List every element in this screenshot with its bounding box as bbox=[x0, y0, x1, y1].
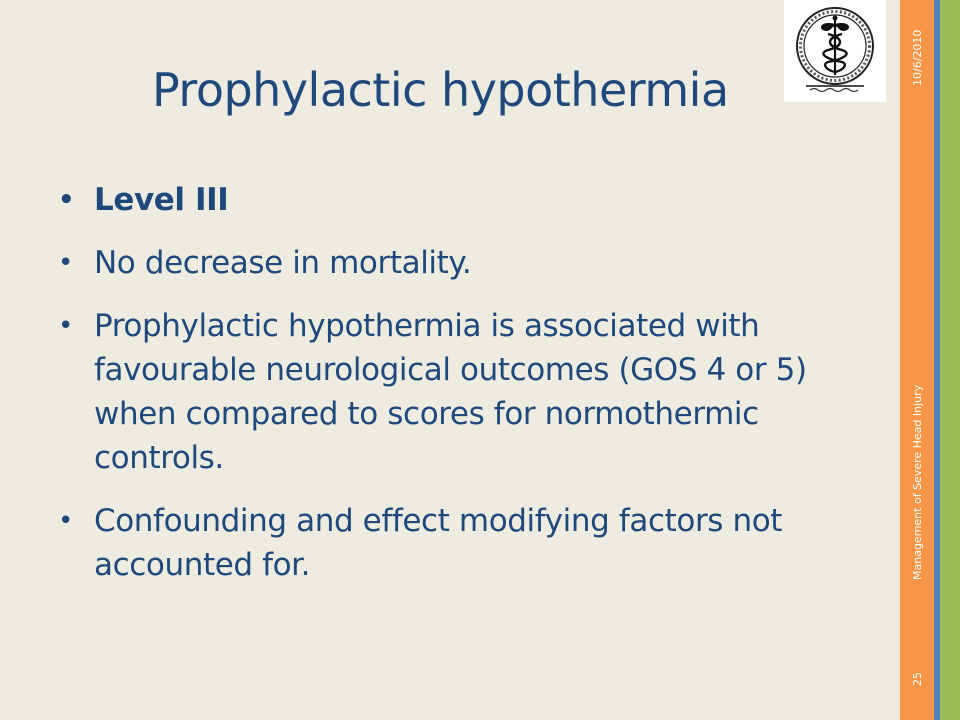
slide-title: Prophylactic hypothermia bbox=[152, 63, 729, 117]
bullet-dot: • bbox=[58, 506, 73, 536]
caduceus-seal-logo-icon bbox=[784, 0, 886, 102]
bullet-item bbox=[58, 241, 878, 285]
side-band-orange bbox=[900, 0, 934, 720]
bullet-item bbox=[58, 178, 878, 222]
bullet-dot: • bbox=[58, 248, 73, 278]
bullet-item bbox=[58, 304, 878, 480]
side-band-green bbox=[940, 0, 960, 720]
bullet-dot: • bbox=[58, 311, 73, 341]
bullet-text: Level III bbox=[94, 182, 229, 218]
slide-footer: Management of Severe Head Injury bbox=[911, 384, 924, 580]
bullet-text: Prophylactic hypothermia is associated with favourable neurological outcomes (GOS 4 or 5) when compared to scores for normothermic controls. bbox=[94, 308, 807, 476]
bullet-text: No decrease in mortality. bbox=[94, 245, 472, 281]
bullet-list bbox=[58, 178, 878, 606]
bullet-item bbox=[58, 499, 878, 587]
page-number: 25 bbox=[911, 672, 924, 686]
bullet-text: Confounding and effect modifying factors not accounted for. bbox=[94, 503, 783, 583]
slide-date: 10/6/2010 bbox=[911, 29, 924, 86]
bullet-dot: • bbox=[58, 185, 75, 215]
